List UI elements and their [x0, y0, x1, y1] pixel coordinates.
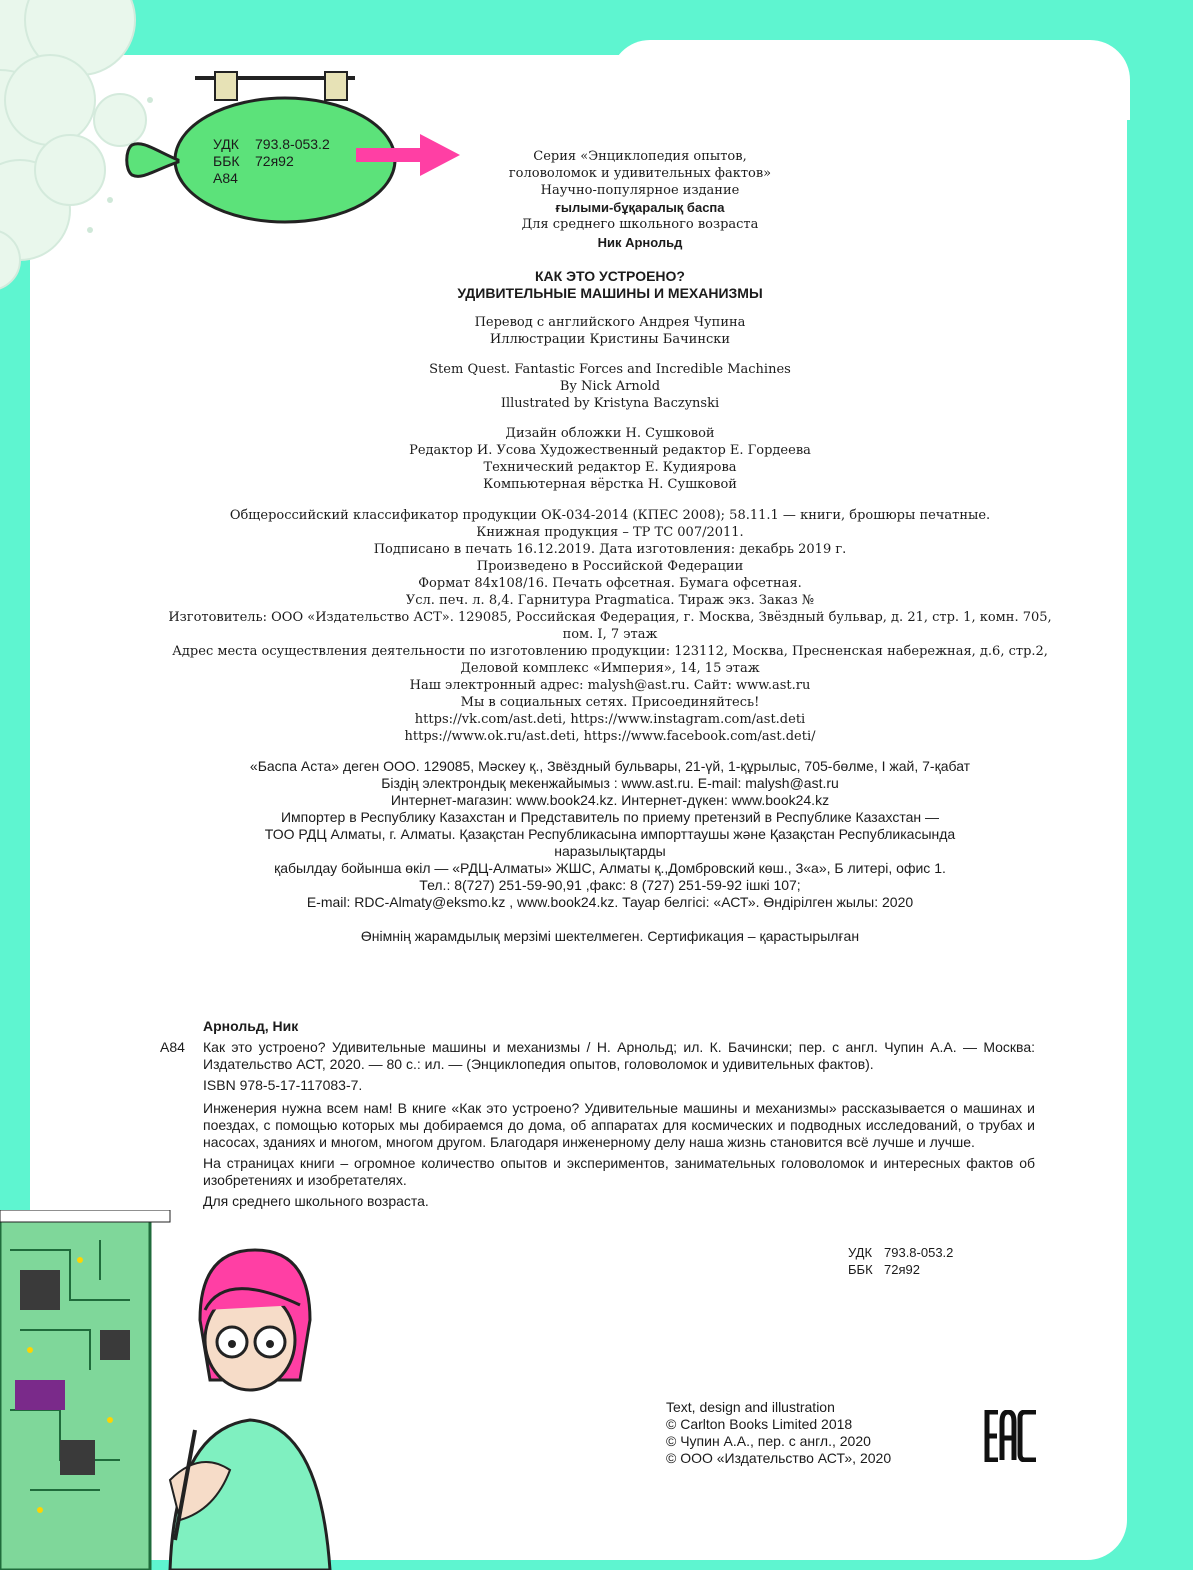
book-title-line: УДИВИТЕЛЬНЫЕ МАШИНЫ И МЕХАНИЗМЫ [457, 285, 763, 301]
copyright-line: © Carlton Books Limited 2018 [666, 1416, 853, 1432]
tech-editor-credit: Технический редактор Е. Кудиярова [483, 460, 737, 475]
copyright-line: © ООО «Издательство АСТ», 2020 [666, 1450, 892, 1466]
kz-line: Тел.: 8(727) 251-59-90,91 ,факс: 8 (727) 251-59-92 ішкі 107; [419, 877, 801, 893]
biblio-entry: Как это устроено? Удивительные машины и механизмы / Н. Арнольд; ил. К. Бачински; пер. с англ. Чупин А.А. — Москва: Издательство АСТ, 2020. — 80 с.: ил. — (Энциклопедия опытов, головоломок и удивительных фактов). [203, 1039, 1035, 1072]
kz-line: Өнімнің жарамдылық мерзімі шектелмеген. Сертификация – қарастырылған [360, 928, 860, 944]
imprint-line: https://www.ok.ru/ast.deti, https://www.facebook.com/ast.deti/ [404, 729, 816, 744]
series-line: Серия «Энциклопедия опытов, [533, 149, 747, 164]
book-title-line: КАК ЭТО УСТРОЕНО? [535, 268, 685, 284]
original-illustrator: Illustrated by Kristyna Baczynski [500, 396, 720, 411]
author-name: Ник Арнольд [597, 235, 683, 250]
imprint-line: Книжная продукция – ТР ТС 007/2011. [476, 525, 744, 540]
eac-certification-icon [984, 1410, 1040, 1462]
series-line: головоломок и удивительных фактов» [508, 166, 772, 181]
original-title: Stem Quest. Fantastic Forces and Incredible Machines [429, 362, 791, 377]
kz-line: Импортер в Республику Казахстан и Представитель по приему претензий в Республике Казахстан — [280, 809, 940, 825]
illustration-credit: Иллюстрации Кристины Бачински [489, 332, 731, 347]
kz-line: наразылықтарды [554, 843, 666, 859]
biblio-author: Арнольд, Ник [203, 1018, 299, 1034]
kazakhstan-info-block [110, 758, 1110, 945]
kz-line: қабылдау бойынша өкіл — «РДЦ-Алматы» ЖШС, Алматы қ.,Домбровский көш., 3«а», Б литері, офис 1. [274, 860, 946, 876]
edition-type: Научно-популярное издание [540, 183, 740, 198]
imprint-line: Деловой комплекс «Империя», 14, 15 этаж [460, 661, 760, 676]
imprint-line: Изготовитель: ООО «Издательство АСТ». 129085, Российская Федерация, г. Москва, Звёздный бульвар, д. 21, стр. 1, комн. 705, [168, 610, 1052, 625]
cover-design-credit: Дизайн обложки Н. Сушковой [505, 426, 715, 441]
kz-line: Интернет-магазин: www.book24.kz. Интернет-дүкен: www.book24.kz [390, 792, 830, 808]
biblio-age: Для среднего школьного возраста. [203, 1193, 429, 1209]
udk-classification-bottom [848, 1244, 953, 1278]
kz-line: ТОО РДЦ Алматы, г. Алматы. Қазақстан Республикасына импорттаушы және Қазақстан Республикасында [264, 826, 956, 842]
kz-line: Біздің электрондық мекенжайымыз : www.ast.ru. E-mail: malysh@ast.ru [381, 775, 839, 791]
edition-type-kz: ғылыми-бұқаралық баспа [555, 200, 725, 215]
translation-credit: Перевод с английского Андрея Чупина [474, 315, 746, 330]
bbk-value: 72я92 [255, 153, 294, 169]
udk-label: УДК [213, 136, 239, 152]
bibliographic-record [160, 1018, 1035, 1210]
imprint-line: Наш электронный адрес: malysh@ast.ru. Сайт: www.ast.ru [409, 678, 811, 693]
annotation-paragraph: На страницах книги – огромное количество опытов и экспериментов, занимательных головоломок и интересных фактов об изобретениях и изобретателях. [203, 1155, 1035, 1188]
imprint-line: Произведено в Российской Федерации [476, 559, 744, 574]
age-group: Для среднего школьного возраста [521, 217, 759, 232]
udk-value: 793.8-053.2 [884, 1245, 954, 1260]
isbn: ISBN 978-5-17-117083-7. [203, 1077, 363, 1093]
imprint-line: пом. I, 7 этаж [562, 627, 658, 642]
annotation-paragraph: Инженерия нужна всем нам! В книге «Как это устроено? Удивительные машины и механизмы» рассказывается о машинах и поездах, с помощью которых мы добираемся до дома, об аппаратах для космических и подводных исследований, о трубах и насосах, зданиях и многом, многом другом. Благодаря инженерному делу наша жизнь становится всё лучше и лучше. [203, 1100, 1035, 1150]
imprint-line: Адрес места осуществления деятельности по изготовлению продукции: 123112, Москва, Пресненская набережная, д.6, стр.2, [172, 644, 1048, 659]
copyright-line: Text, design and illustration [666, 1399, 835, 1415]
bbk-label: ББК [848, 1262, 873, 1277]
book-title [110, 268, 1110, 302]
imprint-line: Мы в социальных сетях. Присоединяйтесь! [460, 695, 760, 710]
layout-credit: Компьютерная вёрстка Н. Сушковой [483, 477, 737, 492]
editors-credit: Редактор И. Усова Художественный редактор Е. Гордеева [409, 443, 811, 458]
kz-line: E-mail: RDC-Almaty@eksmo.kz , www.book24.kz. Тауар белгісі: «АСТ». Өндірілген жылы: 2020 [306, 894, 914, 910]
imprint-block [110, 507, 1110, 745]
imprint-line: https://vk.com/ast.deti, https://www.instagram.com/ast.deti [414, 712, 806, 727]
engineer-illustration [0, 1210, 420, 1570]
bbk-value: 72я92 [884, 1262, 920, 1277]
imprint-line: Общероссийский классификатор продукции ОК-034-2014 (КПЕС 2008); 58.11.1 — книги, брошюры печатные. [229, 508, 991, 523]
udk-classification-top [213, 136, 330, 187]
bbk-label: ББК [213, 153, 240, 169]
series-block [380, 148, 900, 251]
kz-line: «Баспа Аста» деген ООО. 129085, Мәскеу қ., Звёздный бульвары, 21-үй, 1-құрылыс, 705-бөлме, I жай, 7-қабат [249, 758, 971, 774]
copyright-block [666, 1399, 891, 1467]
copyright-line: © Чупин А.А., пер. с англ., 2020 [666, 1433, 871, 1449]
udk-label: УДК [848, 1245, 873, 1260]
imprint-line: Подписано в печать 16.12.2019. Дата изготовления: декабрь 2019 г. [373, 542, 847, 557]
page-panel-top [610, 40, 1130, 120]
imprint-line: Усл. печ. л. 8,4. Гарнитура Pragmatica. Тираж экз. Заказ № [405, 593, 815, 608]
biblio-code: А84 [160, 1039, 185, 1055]
udk-value: 793.8-053.2 [255, 136, 330, 152]
author-code: А84 [213, 170, 238, 186]
imprint-line: Формат 84x108/16. Печать офсетная. Бумага офсетная. [418, 576, 802, 591]
original-author: By Nick Arnold [559, 379, 661, 394]
credits-block [110, 314, 1110, 493]
